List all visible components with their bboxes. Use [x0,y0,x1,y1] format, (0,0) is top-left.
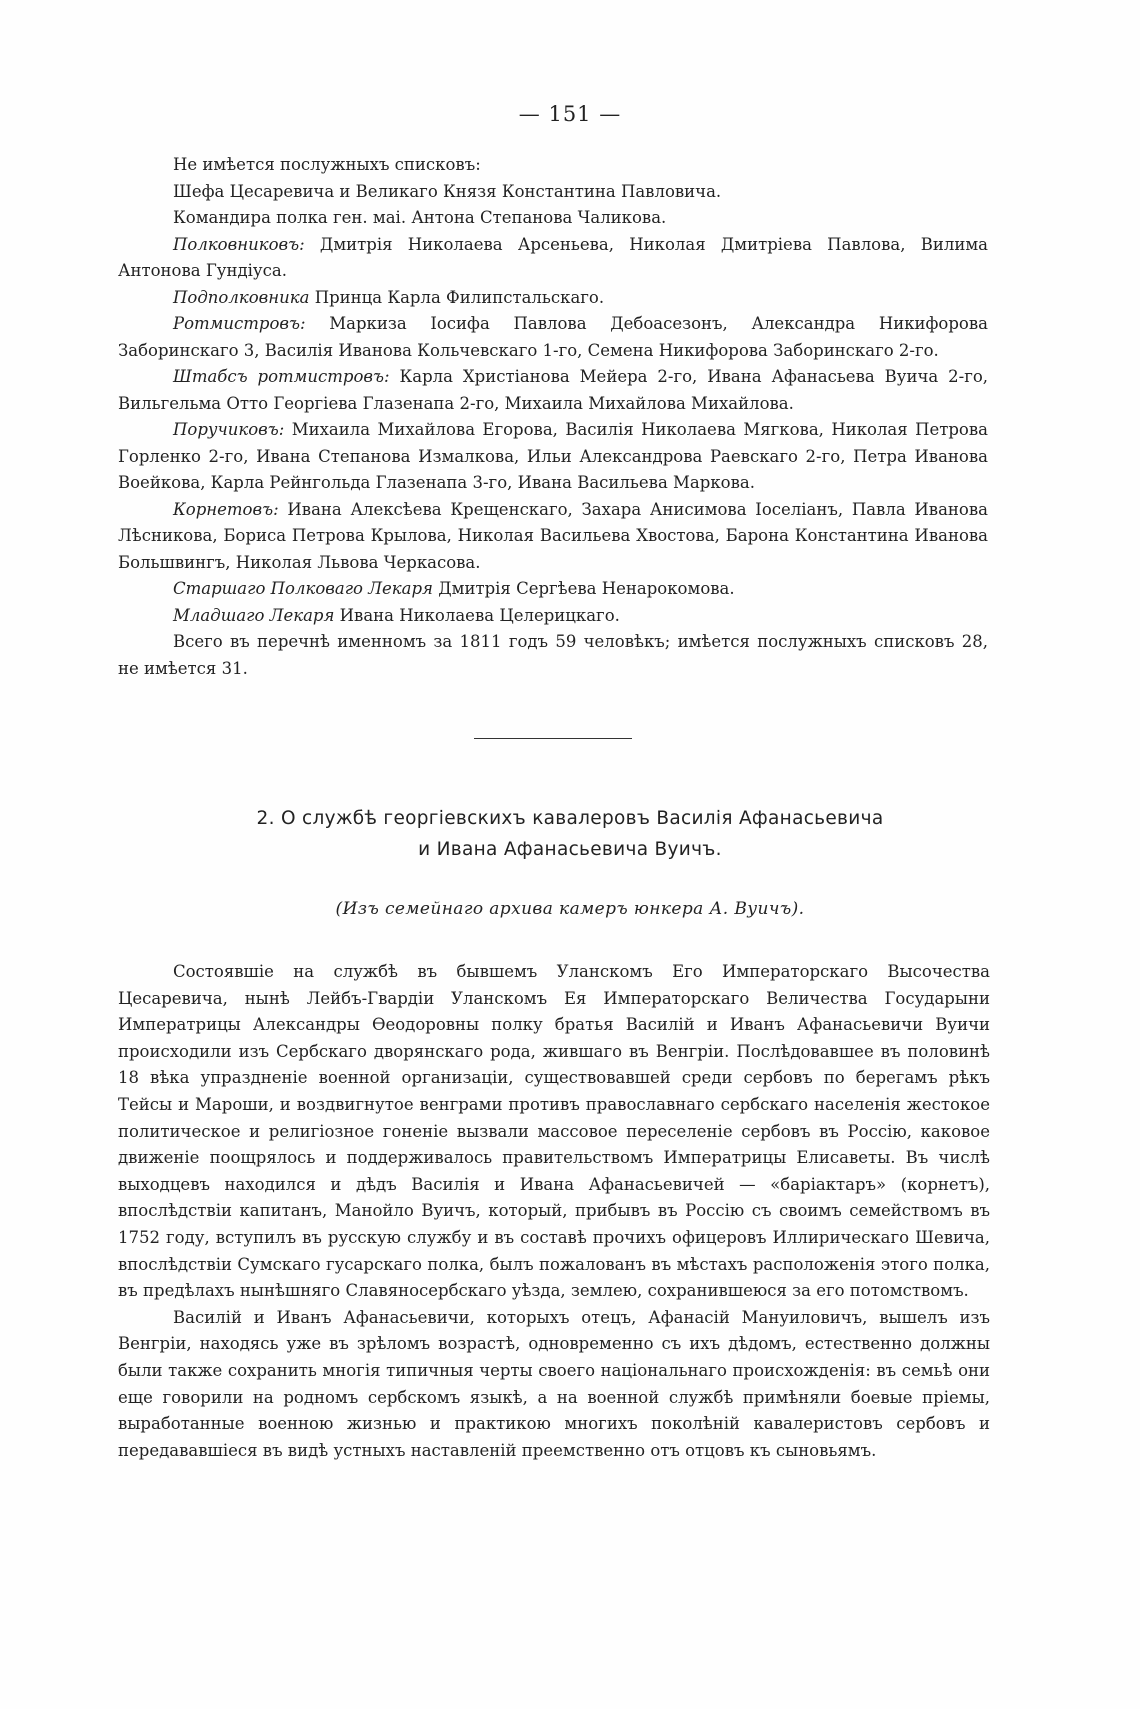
source-note: (Изъ семейнаго архива камеръ юнкера А. Вуичъ). [335,899,805,919]
list-entry-junior-doctor [118,603,988,630]
list-entry-cornets [118,497,988,577]
list-entry-colonels [118,232,988,285]
rank-label: Младшаго Лекаря [173,605,335,625]
rank-names: Михаила Михайлова Егорова, Василія Николаева Мягкова, Николая Петрова Горленко 2-го, Ивана Степанова Измалкова, Ильи Александрова Раевскаго 2-го, Петра Иванова Воейкова, Карла Рейнгольда Глазенапа 3-го, Ивана Васильева Маркова. [118,420,988,492]
rank-names: Принца Карла Филипстальскаго. [314,287,605,307]
rank-names: Маркиза Іосифа Павлова Дебоасезонъ, Александра Никифорова Заборинскаго 3, Василія Иванова Кольчевскаго 1-го, Семена Никифорова Заборинскаго 2-го. [118,314,988,360]
rank-names: Ивана Алексѣева Крещенскаго, Захара Анисимова Іоселіанъ, Павла Иванова Лѣсникова, Бориса Петрова Крылова, Николая Васильева Хвостова, Барона Константина Иванова Большвингъ, Николая Львова Черкасова. [118,499,988,572]
rank-names: Ивана Николаева Целерицкаго. [339,605,620,625]
list-entry-senior-doctor [118,576,988,603]
list-commander: Командира полка ген. маі. Антона Степанова Чаликова. [173,208,667,227]
rank-label: Корнетовъ: [173,499,279,519]
paragraph: Состоявшіе на службѣ въ бывшемъ Уланскомъ Его Императорскаго Высочества Цесаревича, нынѣ Лейбъ-Гвардіи Уланскомъ Ея Императорскаго Величества Государыни Императрицы Александры Ѳеодоровны полку братья Василій и Иванъ Афанасьевичи Вуичи происходили изъ Сербскаго дворянскаго рода, жившаго въ Венгріи. Послѣдовавшее въ половинѣ 18 вѣка упраздненіе военной организаціи, существовавшей среди сербовъ по берегамъ рѣкъ Тейсы и Мароши, и воздвигнутое венграми противъ православнаго сербскаго населенія жестокое политическое и религіозное гоненіе вызвали массовое переселеніе сербовъ въ Россію, каковое движеніе поощрялось и поддерживалось правительствомъ Императрицы Елисаветы. Въ числѣ выходцевъ находился и дѣдъ Василія и Ивана Афанасьевичей — «баріактаръ» (корнетъ), впослѣдствіи капитанъ, Манойло Вуичъ, который, прибывъ въ Россію съ своимъ семействомъ въ 1752 году, вступилъ въ русскую службу и въ составѣ прочихъ офицеровъ Иллирическаго Шевича, впослѣдствіи Сумскаго гусарскаго полка, былъ пожалованъ въ мѣстахъ расположенія этого полка, въ предѣлахъ нынѣшняго Славяносербскаго уѣзда, землею, сохранившеюся за его потомствомъ. [118,962,990,1301]
section-heading [0,803,1140,865]
list-chief: Шефа Цесаревича и Великаго Князя Константина Павловича. [173,181,722,201]
list-entry-lt-colonel [118,285,988,312]
section-divider [474,738,632,739]
rank-names: Карла Христіанова Мейера 2-го, Ивана Афанасьева Вуича 2-го, Вильгельма Отто Георгіева Глазенапа 2-го, Михаила Михайлова Михайлова. [118,367,989,413]
rank-label: Поручиковъ: [173,420,285,439]
page-number: — 151 — [518,102,622,126]
missing-records-list [118,152,988,682]
rank-names: Дмитрія Николаева Арсеньева, Николая Дмитріева Павлова, Вилима Антонова Гундіуса. [118,234,988,280]
list-total: Всего въ перечнѣ именномъ за 1811 годъ 59 человѣкъ; имѣется послужныхъ списковъ 28, не имѣется 31. [118,632,988,678]
rank-names: Дмитрія Сергѣева Ненарокомова. [438,579,735,598]
list-entry-rotmistrs [118,311,988,364]
paragraph: Василій и Иванъ Афанасьевичи, которыхъ отецъ, Афанасій Мануиловичъ, вышелъ изъ Венгріи, находясь уже въ зрѣломъ возрастѣ, одновременно съ ихъ дѣдомъ, естественно должны были также сохранить многія типичныя черты своего національнаго происхожденія: въ семьѣ они еще говорили на родномъ сербскомъ языкѣ, а на военной службѣ примѣняли боевые пріемы, выработанные военною жизнью и практикою многихъ поколѣній кавалеристовъ сербовъ и передававшіеся въ видѣ устныхъ наставленій преемственно отъ отцовъ къ сыновьямъ. [118,1307,990,1460]
list-intro: Не имѣется послужныхъ списковъ: [173,155,481,174]
heading-line-1: 2. О службѣ георгіевскихъ кавалеровъ Василія Афанасьевича [256,808,884,829]
rank-label: Подполковника [173,287,310,307]
rank-label: Полковниковъ: [173,234,305,254]
rank-label: Ротмистровъ: [173,314,306,333]
rank-label: Штабсъ ротмистровъ: [173,367,390,386]
heading-line-2: и Ивана Афанасьевича Вуичъ. [418,839,722,860]
rank-label: Старшаго Полковаго Лекаря [173,579,433,598]
article-body [118,959,990,1464]
list-entry-lieutenants [118,417,988,497]
list-entry-staff-rotmistrs [118,364,988,417]
